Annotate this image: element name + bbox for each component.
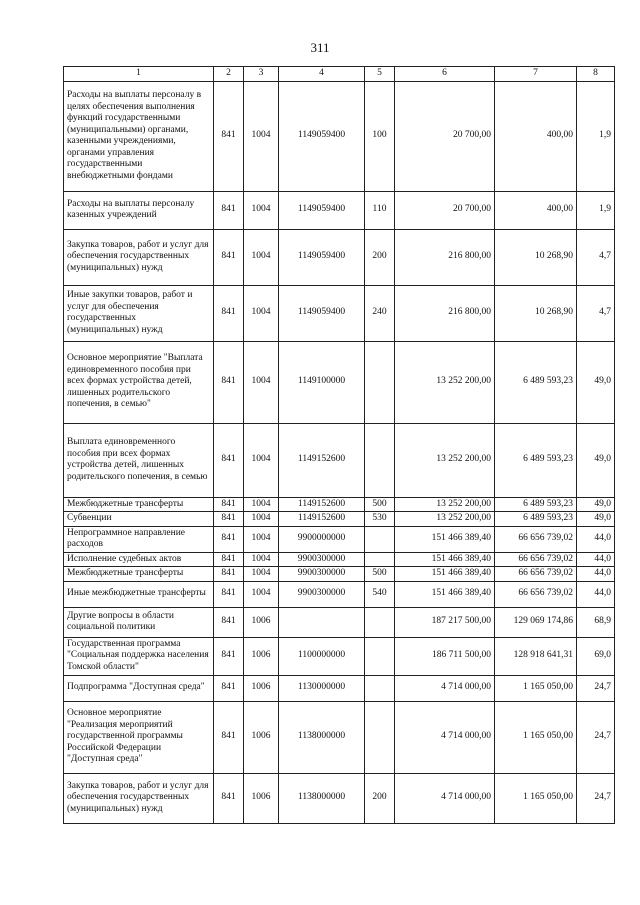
cell-target-article: 1138000000 [279,773,365,823]
cell-target-article: 1100000000 [279,637,365,675]
header-row [64,67,615,82]
page-number: 311 [310,40,330,55]
cell-expense-type [365,423,395,497]
cell-plan-amount: 151 466 389,40 [395,567,495,582]
cell-section-code: 1006 [244,675,279,701]
cell-target-article: 1149100000 [279,341,365,423]
cell-actual-amount: 10 268,90 [495,285,577,341]
cell-plan-amount: 13 252 200,00 [395,341,495,423]
column-header-3: 3 [244,67,279,82]
cell-target-article: 9900300000 [279,552,365,567]
cell-ministry-code: 841 [214,285,244,341]
cell-ministry-code: 841 [214,552,244,567]
cell-actual-amount: 66 656 739,02 [495,581,577,607]
column-header-6: 6 [395,67,495,82]
row-name: Другие вопросы в области социальной политики [64,607,214,637]
row-name: Основное мероприятие "Выплата единовременного пособия при всех формах устройства детей, лишенных родительского попечения, в семью" [64,341,214,423]
cell-expense-type [365,675,395,701]
cell-plan-amount: 151 466 389,40 [395,552,495,567]
cell-percent: 24,7 [577,701,615,773]
cell-section-code: 1006 [244,773,279,823]
cell-ministry-code: 841 [214,675,244,701]
table-row [64,526,615,552]
cell-actual-amount: 1 165 050,00 [495,773,577,823]
cell-target-article: 1149152600 [279,497,365,512]
cell-expense-type: 200 [365,773,395,823]
cell-section-code: 1004 [244,512,279,527]
column-header-8: 8 [577,67,615,82]
cell-actual-amount: 129 069 174,86 [495,607,577,637]
cell-section-code: 1004 [244,423,279,497]
cell-actual-amount: 66 656 739,02 [495,526,577,552]
table-row [64,229,615,285]
cell-ministry-code: 841 [214,81,244,191]
cell-section-code: 1004 [244,497,279,512]
cell-percent: 44,0 [577,567,615,582]
cell-target-article: 1130000000 [279,675,365,701]
cell-ministry-code: 841 [214,191,244,229]
cell-percent: 49,0 [577,423,615,497]
cell-target-article: 9900300000 [279,581,365,607]
row-name: Исполнение судебных актов [64,552,214,567]
cell-target-article: 1138000000 [279,701,365,773]
cell-section-code: 1006 [244,607,279,637]
cell-section-code: 1004 [244,81,279,191]
row-name: Расходы на выплаты персоналу в целях обеспечения выполнения функций государственными (муниципальными) органами, казенными учреждениями, органами управления государственными внебюджетными фондами [64,81,214,191]
column-header-1: 1 [64,67,214,82]
table-row [64,607,615,637]
cell-actual-amount: 1 165 050,00 [495,701,577,773]
row-name: Непрограммное направление расходов [64,526,214,552]
cell-percent: 4,7 [577,229,615,285]
cell-percent: 49,0 [577,512,615,527]
cell-expense-type [365,701,395,773]
cell-plan-amount: 186 711 500,00 [395,637,495,675]
cell-percent: 1,9 [577,81,615,191]
cell-ministry-code: 841 [214,637,244,675]
cell-expense-type [365,607,395,637]
cell-actual-amount: 66 656 739,02 [495,567,577,582]
column-header-5: 5 [365,67,395,82]
table-row [64,552,615,567]
table-row [64,341,615,423]
cell-plan-amount: 13 252 200,00 [395,512,495,527]
table-row [64,512,615,527]
cell-section-code: 1004 [244,191,279,229]
cell-actual-amount: 6 489 593,23 [495,341,577,423]
table-row [64,567,615,582]
row-name: Иные закупки товаров, работ и услуг для обеспечения государственных (муниципальных) нужд [64,285,214,341]
cell-percent: 49,0 [577,497,615,512]
cell-expense-type: 110 [365,191,395,229]
row-name: Закупка товаров, работ и услуг для обеспечения государственных (муниципальных) нужд [64,229,214,285]
cell-section-code: 1004 [244,229,279,285]
column-header-2: 2 [214,67,244,82]
cell-section-code: 1004 [244,341,279,423]
cell-target-article: 9900000000 [279,526,365,552]
cell-ministry-code: 841 [214,701,244,773]
cell-section-code: 1004 [244,552,279,567]
cell-plan-amount: 187 217 500,00 [395,607,495,637]
cell-actual-amount: 10 268,90 [495,229,577,285]
cell-expense-type [365,637,395,675]
table-row [64,581,615,607]
cell-target-article: 1149152600 [279,512,365,527]
cell-expense-type: 500 [365,497,395,512]
cell-actual-amount: 1 165 050,00 [495,675,577,701]
cell-percent: 68,9 [577,607,615,637]
cell-expense-type [365,552,395,567]
cell-expense-type [365,526,395,552]
cell-target-article [279,607,365,637]
cell-plan-amount: 151 466 389,40 [395,526,495,552]
cell-ministry-code: 841 [214,497,244,512]
table-row [64,423,615,497]
cell-plan-amount: 20 700,00 [395,191,495,229]
cell-ministry-code: 841 [214,773,244,823]
cell-percent: 24,7 [577,675,615,701]
cell-expense-type: 530 [365,512,395,527]
cell-actual-amount: 400,00 [495,191,577,229]
table-row [64,285,615,341]
cell-actual-amount: 6 489 593,23 [495,512,577,527]
cell-ministry-code: 841 [214,341,244,423]
cell-plan-amount: 4 714 000,00 [395,773,495,823]
cell-expense-type: 240 [365,285,395,341]
cell-target-article: 1149059400 [279,191,365,229]
cell-expense-type: 540 [365,581,395,607]
cell-section-code: 1004 [244,526,279,552]
cell-actual-amount: 400,00 [495,81,577,191]
cell-plan-amount: 13 252 200,00 [395,497,495,512]
cell-plan-amount: 4 714 000,00 [395,701,495,773]
table-row [64,191,615,229]
cell-section-code: 1004 [244,285,279,341]
cell-section-code: 1004 [244,567,279,582]
row-name: Межбюджетные трансферты [64,567,214,582]
cell-ministry-code: 841 [214,567,244,582]
cell-expense-type: 500 [365,567,395,582]
column-header-4: 4 [279,67,365,82]
cell-actual-amount: 6 489 593,23 [495,497,577,512]
cell-target-article: 1149059400 [279,81,365,191]
cell-actual-amount: 128 918 641,31 [495,637,577,675]
cell-target-article: 1149152600 [279,423,365,497]
cell-plan-amount: 4 714 000,00 [395,675,495,701]
cell-percent: 24,7 [577,773,615,823]
row-name: Расходы на выплаты персоналу казенных учреждений [64,191,214,229]
cell-expense-type: 100 [365,81,395,191]
row-name: Государственная программа "Социальная поддержка населения Томской области" [64,637,214,675]
cell-ministry-code: 841 [214,581,244,607]
cell-plan-amount: 216 800,00 [395,285,495,341]
cell-plan-amount: 13 252 200,00 [395,423,495,497]
row-name: Выплата единовременного пособия при всех формах устройства детей, лишенных родительского попечения, в семью [64,423,214,497]
table-row [64,773,615,823]
cell-ministry-code: 841 [214,526,244,552]
cell-ministry-code: 841 [214,229,244,285]
table-body [64,81,615,823]
cell-percent: 1,9 [577,191,615,229]
cell-section-code: 1006 [244,701,279,773]
column-header-7: 7 [495,67,577,82]
table-row [64,701,615,773]
table-row [64,81,615,191]
row-name: Закупка товаров, работ и услуг для обеспечения государственных (муниципальных) нужд [64,773,214,823]
cell-plan-amount: 216 800,00 [395,229,495,285]
cell-expense-type: 200 [365,229,395,285]
cell-actual-amount: 66 656 739,02 [495,552,577,567]
cell-plan-amount: 20 700,00 [395,81,495,191]
cell-percent: 44,0 [577,552,615,567]
table-row [64,675,615,701]
row-name: Субвенции [64,512,214,527]
row-name: Основное мероприятие "Реализация мероприятий государственной программы Российской Федерации "Доступная среда" [64,701,214,773]
cell-ministry-code: 841 [214,423,244,497]
cell-plan-amount: 151 466 389,40 [395,581,495,607]
cell-actual-amount: 6 489 593,23 [495,423,577,497]
cell-section-code: 1004 [244,581,279,607]
cell-percent: 69,0 [577,637,615,675]
cell-ministry-code: 841 [214,512,244,527]
budget-table [63,66,615,824]
cell-section-code: 1006 [244,637,279,675]
cell-percent: 49,0 [577,341,615,423]
row-name: Подпрограмма "Доступная среда" [64,675,214,701]
cell-target-article: 1149059400 [279,285,365,341]
table-row [64,497,615,512]
cell-expense-type [365,341,395,423]
row-name: Межбюджетные трансферты [64,497,214,512]
cell-percent: 4,7 [577,285,615,341]
cell-target-article: 9900300000 [279,567,365,582]
cell-percent: 44,0 [577,526,615,552]
cell-percent: 44,0 [577,581,615,607]
row-name: Иные межбюджетные трансферты [64,581,214,607]
table-row [64,637,615,675]
cell-target-article: 1149059400 [279,229,365,285]
cell-ministry-code: 841 [214,607,244,637]
